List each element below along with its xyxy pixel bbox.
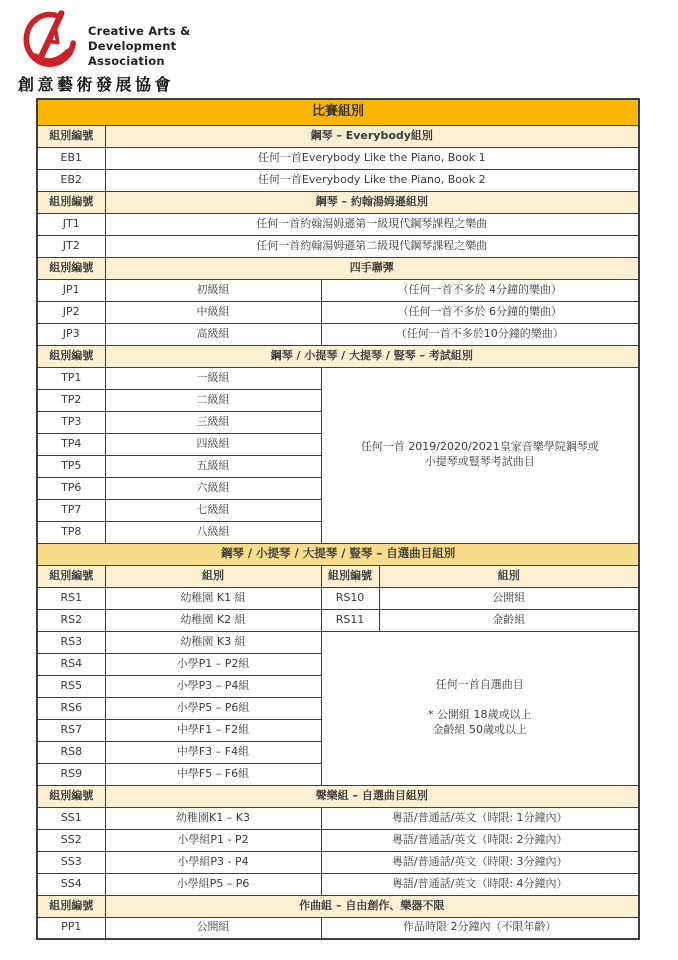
- header-cell: 組別: [105, 565, 321, 587]
- code-cell: SS1: [37, 807, 105, 829]
- section-header-cell: 四手聯彈: [105, 257, 639, 279]
- table-row: [37, 147, 639, 169]
- header-cell: 組別: [379, 565, 639, 587]
- section-header-cell: 作曲組 – 自由創作、樂器不限: [105, 895, 639, 917]
- code-cell: TP6: [37, 477, 105, 499]
- code-cell: TP3: [37, 411, 105, 433]
- header-cell: 組別編號: [37, 257, 105, 279]
- table-row: [37, 345, 639, 367]
- code-cell: JT1: [37, 213, 105, 235]
- value-cell: 作品時限 2分鐘內（不限年齡）: [321, 917, 639, 939]
- code-cell: EB2: [37, 169, 105, 191]
- section-header-cell: 鋼琴 / 小提琴 / 大提琴 / 豎琴 – 考試組別: [105, 345, 639, 367]
- org-name-line1: Creative Arts &: [88, 24, 191, 38]
- code-cell: RS4: [37, 653, 105, 675]
- header-cell: 組別編號: [321, 565, 379, 587]
- value-cell: 幼稚園 K2 組: [105, 609, 321, 631]
- value-cell: 中級組: [105, 301, 321, 323]
- value-cell: 小學P5 – P6組: [105, 697, 321, 719]
- table-row: [37, 807, 639, 829]
- table-row: [37, 323, 639, 345]
- merged-note-cell: 任何一首自選曲目 * 公開組 18歲或以上 金齡組 50歲或以上: [321, 631, 639, 785]
- table-row: [37, 543, 639, 565]
- value-cell: 粵語/普通話/英文（時限: 4分鐘內）: [321, 873, 639, 895]
- table-row: [37, 257, 639, 279]
- value-cell: 任何一首Everybody Like the Piano, Book 1: [105, 147, 639, 169]
- value-cell: 七級組: [105, 499, 321, 521]
- org-logo-block: [16, 6, 316, 98]
- value-cell: 小學組P3 - P4: [105, 851, 321, 873]
- value-cell: 初級組: [105, 279, 321, 301]
- code-cell: RS3: [37, 631, 105, 653]
- table-row: [37, 895, 639, 917]
- code-cell: TP7: [37, 499, 105, 521]
- code-cell: TP5: [37, 455, 105, 477]
- table-row: [37, 279, 639, 301]
- code-cell: RS8: [37, 741, 105, 763]
- value-cell: 中學F3 – F4組: [105, 741, 321, 763]
- header-cell: 組別編號: [37, 895, 105, 917]
- table-row: [37, 213, 639, 235]
- value-cell: 粵語/普通話/英文（時限: 3分鐘內）: [321, 851, 639, 873]
- org-name-line3: Association: [88, 53, 165, 68]
- code-cell: SS4: [37, 873, 105, 895]
- section-header-cell: 聲樂組 – 自選曲目組別: [105, 785, 639, 807]
- value-cell: 粵語/普通話/英文（時限: 1分鐘內）: [321, 807, 639, 829]
- value-cell: 五級組: [105, 455, 321, 477]
- code-cell: SS3: [37, 851, 105, 873]
- code-cell: PP1: [37, 917, 105, 939]
- org-name-chinese: 創意藝術發展協會: [18, 75, 175, 94]
- value-cell: 小學組P5 – P6: [105, 873, 321, 895]
- value-cell: 粵語/普通話/英文（時限: 2分鐘內）: [321, 829, 639, 851]
- value-cell: 幼稚園K1 – K3: [105, 807, 321, 829]
- value-cell: 四級組: [105, 433, 321, 455]
- value-cell: 二級組: [105, 389, 321, 411]
- table-row: [37, 169, 639, 191]
- value-cell: 公開組: [379, 587, 639, 609]
- competition-table: [36, 98, 640, 940]
- merged-note-cell: 任何一首 2019/2020/2021皇家音樂學院鋼琴或 小提琴或豎琴考試曲目: [321, 367, 639, 543]
- table-row: [37, 301, 639, 323]
- code-cell: TP8: [37, 521, 105, 543]
- table-row: [37, 99, 639, 125]
- table-row: [37, 917, 639, 939]
- code-cell: RS7: [37, 719, 105, 741]
- table-row: [37, 851, 639, 873]
- code-cell: SS2: [37, 829, 105, 851]
- code-cell: RS11: [321, 609, 379, 631]
- value-cell: 小學P1 – P2組: [105, 653, 321, 675]
- value-cell: 中學F5 – F6組: [105, 763, 321, 785]
- table-row: [37, 829, 639, 851]
- value-cell: 小學組P1 - P2: [105, 829, 321, 851]
- value-cell: 六級組: [105, 477, 321, 499]
- table-row: [37, 631, 639, 653]
- code-cell: RS6: [37, 697, 105, 719]
- org-name-english: [88, 24, 190, 69]
- value-cell: 任何一首約翰湯姆遜第一級現代鋼琴課程之樂曲: [105, 213, 639, 235]
- code-cell: RS1: [37, 587, 105, 609]
- table-row: [37, 565, 639, 587]
- header-cell: 組別編號: [37, 125, 105, 147]
- code-cell: RS9: [37, 763, 105, 785]
- header-cell: 組別編號: [37, 785, 105, 807]
- code-cell: EB1: [37, 147, 105, 169]
- section-header-cell: 鋼琴 – Everybody組別: [105, 125, 639, 147]
- header-cell: 組別編號: [37, 345, 105, 367]
- code-cell: TP2: [37, 389, 105, 411]
- association-logo-icon: [18, 8, 80, 72]
- code-cell: JP2: [37, 301, 105, 323]
- value-cell: （任何一首不多於10分鐘的樂曲）: [321, 323, 639, 345]
- section-title-cell: 鋼琴 / 小提琴 / 大提琴 / 豎琴 – 自選曲目組別: [37, 543, 639, 565]
- table-row: [37, 125, 639, 147]
- value-cell: 金齡組: [379, 609, 639, 631]
- code-cell: TP1: [37, 367, 105, 389]
- header-cell: 組別編號: [37, 191, 105, 213]
- value-cell: 任何一首Everybody Like the Piano, Book 2: [105, 169, 639, 191]
- value-cell: 一級組: [105, 367, 321, 389]
- code-cell: TP4: [37, 433, 105, 455]
- value-cell: 任何一首約翰湯姆遜第二級現代鋼琴課程之樂曲: [105, 235, 639, 257]
- value-cell: 中學F1 – F2組: [105, 719, 321, 741]
- value-cell: （任何一首不多於 4分鐘的樂曲）: [321, 279, 639, 301]
- table-row: [37, 367, 639, 389]
- value-cell: 小學P3 – P4組: [105, 675, 321, 697]
- value-cell: 三級組: [105, 411, 321, 433]
- table-row: [37, 587, 639, 609]
- table-row: [37, 235, 639, 257]
- value-cell: （任何一首不多於 6分鐘的樂曲）: [321, 301, 639, 323]
- header-cell: 組別編號: [37, 565, 105, 587]
- table-row: [37, 609, 639, 631]
- code-cell: JP3: [37, 323, 105, 345]
- table-row: [37, 191, 639, 213]
- value-cell: 幼稚園 K1 組: [105, 587, 321, 609]
- code-cell: JP1: [37, 279, 105, 301]
- org-name-line2: Development: [88, 38, 177, 53]
- table-row: [37, 873, 639, 895]
- competition-table-body: [37, 99, 639, 939]
- value-cell: 高級組: [105, 323, 321, 345]
- code-cell: RS10: [321, 587, 379, 609]
- value-cell: 公開組: [105, 917, 321, 939]
- code-cell: RS2: [37, 609, 105, 631]
- table-row: [37, 785, 639, 807]
- table-title-cell: 比賽組別: [37, 99, 639, 125]
- code-cell: JT2: [37, 235, 105, 257]
- code-cell: RS5: [37, 675, 105, 697]
- section-header-cell: 鋼琴 – 約翰湯姆遜組別: [105, 191, 639, 213]
- value-cell: 八級組: [105, 521, 321, 543]
- value-cell: 幼稚園 K3 組: [105, 631, 321, 653]
